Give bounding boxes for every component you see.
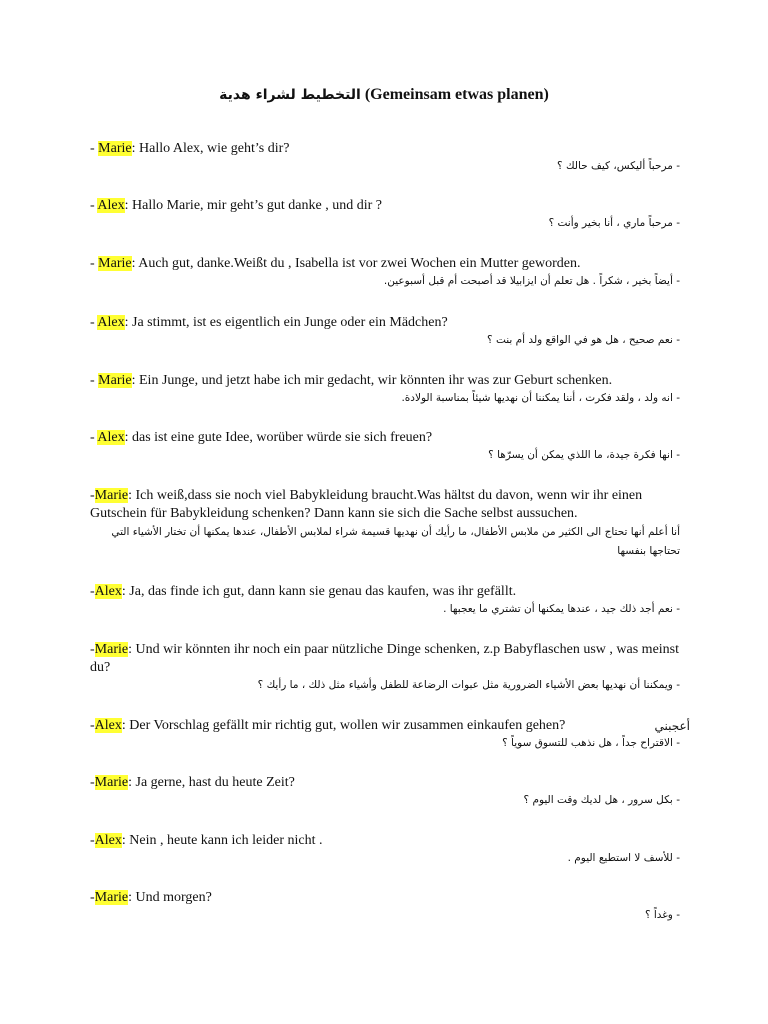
- dialogue-entry: [90, 140, 690, 175]
- german-line: [90, 429, 690, 447]
- arabic-translation: - نعم صحيح ، هل هو في الواقع ولد أم بنت ؟: [487, 334, 680, 346]
- dialogue-entry: [90, 641, 690, 694]
- dialogue-entry: [90, 717, 690, 752]
- speaker-name: Marie: [94, 488, 129, 503]
- speaker-name: Marie: [94, 775, 129, 790]
- speaker-name: Alex: [97, 430, 125, 445]
- german-line: [90, 717, 690, 735]
- arabic-translation: - وغداً ؟: [644, 909, 680, 921]
- arabic-translation: - أيضاً بخير ، شكراً . هل تعلم أن ايزابيلا قد أصبحت أم قبل أسبوعين.: [383, 275, 680, 287]
- dialogue-entry: [90, 487, 690, 561]
- line-prefix: -: [90, 718, 95, 733]
- german-text: : Ja gerne, hast du heute Zeit?: [128, 775, 295, 790]
- speaker-name: Marie: [98, 141, 132, 156]
- line-prefix: -: [90, 198, 98, 213]
- arabic-translation: - انها فكرة جيدة، ما اللذي يمكن أن يسرّها ؟: [488, 449, 680, 461]
- german-line: [90, 197, 690, 215]
- german-line: [90, 583, 690, 601]
- dialogue-entry: [90, 197, 690, 232]
- line-prefix: -: [90, 430, 98, 445]
- german-text: : Hallo Alex, wie geht’s dir?: [131, 141, 290, 156]
- german-line: [90, 487, 680, 523]
- german-line: [90, 255, 690, 273]
- german-text: : Ich weiß,dass sie noch viel Babykleidung braucht.Was hältst du davon, wenn wir ihr einen Gutschein für Babykleidung schenken? Dann kann sie sich die Sache selbst aussuchen.: [90, 488, 643, 521]
- line-prefix: -: [90, 833, 95, 848]
- line-prefix: -: [90, 256, 99, 271]
- line-prefix: -: [90, 315, 98, 330]
- line-prefix: -: [90, 775, 95, 790]
- line-prefix: -: [90, 488, 95, 503]
- german-text: : Hallo Marie, mir geht’s gut danke , und dir ?: [124, 198, 382, 213]
- arabic-translation: - الاقتراح جداً ، هل نذهب للتسوق سوياً ؟: [502, 737, 680, 749]
- arabic-translation: - نعم أجد ذلك جيد ، عندها يمكنها أن تشتري ما يعجبها .: [443, 603, 680, 615]
- speaker-name: Alex: [94, 833, 122, 848]
- dialogue-entry: [90, 314, 690, 349]
- speaker-name: Alex: [94, 718, 122, 733]
- arabic-translation: - انه ولد ، ولقد فكرت ، أننا يمكننا أن نهديها شيئاً بمناسبة الولادة.: [401, 392, 680, 404]
- dialogue-entry: [90, 832, 690, 867]
- arabic-translation: - مرحباً ماري ، أنا بخير وأنت ؟: [548, 217, 680, 229]
- speaker-name: Marie: [98, 373, 132, 388]
- line-prefix: -: [90, 584, 95, 599]
- german-line: [90, 372, 690, 390]
- german-line: [90, 889, 690, 907]
- speaker-name: Alex: [97, 198, 125, 213]
- german-line: [90, 641, 680, 677]
- german-text: : Und wir könnten ihr noch ein paar nützliche Dinge schenken, z.p Babyflaschen usw , was meinst du?: [90, 642, 680, 675]
- german-text: : Und morgen?: [128, 890, 212, 905]
- title-german: (Gemeinsam etwas planen): [364, 86, 549, 103]
- arabic-translation: - مرحباً أليكس، كيف حالك ؟: [557, 160, 680, 172]
- speaker-name: Alex: [94, 584, 122, 599]
- arabic-translation: - بكل سرور ، هل لديك وقت اليوم ؟: [523, 794, 680, 806]
- line-prefix: -: [90, 373, 99, 388]
- german-line: [90, 140, 690, 158]
- title-arabic: التخطيط لشراء هدية: [219, 87, 361, 103]
- dialogue-entry: [90, 372, 690, 407]
- german-text: : Der Vorschlag gefällt mir richtig gut, wollen wir zusammen einkaufen gehen?: [121, 718, 566, 733]
- german-text: : Nein , heute kann ich leider nicht .: [121, 833, 323, 848]
- arabic-side-word: أعجبني: [654, 719, 690, 733]
- speaker-name: Marie: [94, 642, 129, 657]
- dialogue-entry: [90, 889, 690, 924]
- page-title: [0, 86, 768, 104]
- german-line: [90, 832, 690, 850]
- line-prefix: -: [90, 890, 95, 905]
- dialogue-entry: [90, 774, 690, 809]
- german-text: : Ein Junge, und jetzt habe ich mir gedacht, wir könnten ihr was zur Geburt schenken.: [131, 373, 613, 388]
- arabic-translation: - للأسف لا استطيع اليوم .: [567, 852, 680, 864]
- arabic-translation: أنا أعلم أنها تحتاج الى الكثير من ملابس الأطفال، ما رأيك أن نهديها قسيمة شراء لملابس الأطفال، عندها يمكنها أن تختار الأشياء التي تحتاجها بنفسها: [111, 526, 680, 557]
- line-prefix: -: [90, 642, 95, 657]
- arabic-translation: - ويمكننا أن نهديها بعض الأشياء الضرورية مثل عبوات الرضاعة للطفل وأشياء مثل ذلك ، ما رأيك ؟: [257, 679, 680, 691]
- german-line: [90, 314, 690, 332]
- dialogue-entry: [90, 429, 690, 464]
- german-text: : das ist eine gute Idee, worüber würde sie sich freuen?: [124, 430, 433, 445]
- german-text: : Auch gut, danke.Weißt du , Isabella ist vor zwei Wochen ein Mutter geworden.: [131, 256, 581, 271]
- speaker-name: Marie: [94, 890, 129, 905]
- dialogue-entry: [90, 255, 690, 290]
- line-prefix: -: [90, 141, 99, 156]
- german-line: [90, 774, 690, 792]
- speaker-name: Marie: [98, 256, 132, 271]
- german-text: : Ja, das finde ich gut, dann kann sie genau das kaufen, was ihr gefällt.: [121, 584, 517, 599]
- dialogue-entry: [90, 583, 690, 618]
- german-text: : Ja stimmt, ist es eigentlich ein Junge oder ein Mädchen?: [124, 315, 448, 330]
- speaker-name: Alex: [97, 315, 125, 330]
